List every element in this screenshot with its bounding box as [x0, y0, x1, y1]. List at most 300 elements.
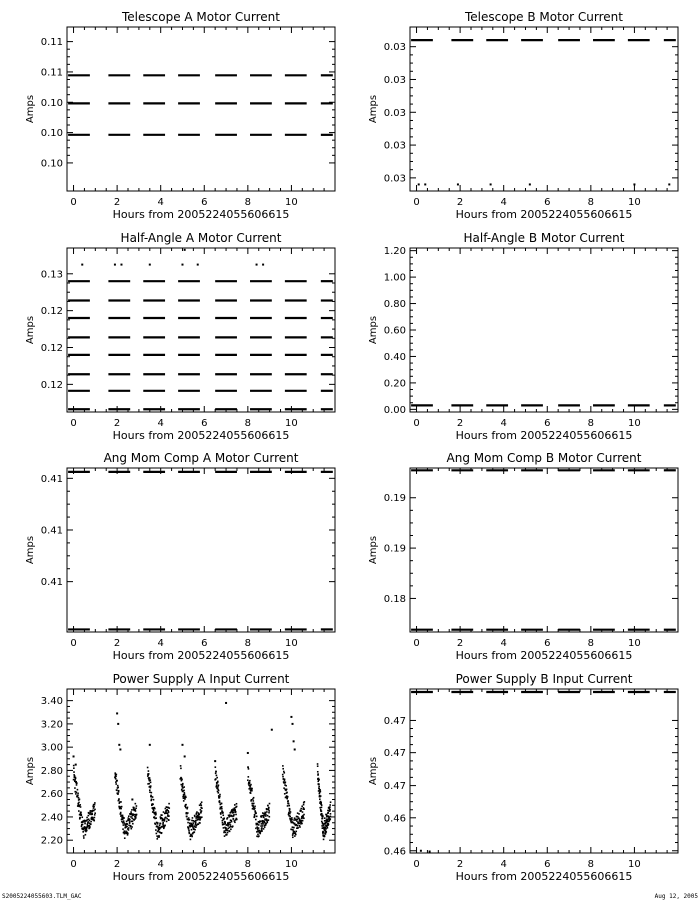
data-point	[120, 812, 122, 814]
data-point	[155, 823, 157, 825]
data-point	[83, 837, 85, 839]
y-tick-label: 0.12	[40, 306, 63, 318]
data-point	[267, 815, 269, 817]
data-point	[321, 825, 323, 827]
data-point	[115, 778, 117, 780]
data-point	[268, 807, 270, 809]
x-tick-label: 2	[456, 859, 464, 870]
data-point	[183, 800, 185, 802]
data-point	[222, 820, 224, 822]
x-tick-label: 6	[201, 859, 208, 870]
data-point	[490, 183, 492, 185]
data-point	[161, 814, 163, 816]
chart-8	[368, 672, 678, 883]
x-tick-label: 6	[544, 859, 551, 870]
x-tick-label: 10	[285, 859, 298, 870]
data-point	[325, 823, 327, 825]
y-axis-label: Amps	[25, 315, 36, 345]
y-tick-label: 0.13	[40, 269, 63, 281]
data-point	[292, 836, 294, 838]
data-point	[249, 788, 251, 790]
data-point	[219, 794, 221, 796]
data-point	[124, 837, 126, 839]
data-point	[85, 834, 87, 836]
data-point	[82, 831, 84, 833]
data-point	[263, 828, 265, 830]
x-tick-label: 8	[587, 638, 595, 649]
data-point	[258, 824, 260, 826]
data-point	[247, 779, 249, 781]
data-point	[319, 789, 321, 791]
data-point	[218, 790, 220, 792]
chart-title: Power Supply B Input Current	[455, 672, 633, 686]
data-point	[330, 813, 332, 815]
data-point	[300, 810, 302, 812]
data-point	[266, 822, 268, 824]
data-point	[123, 817, 125, 819]
data-point	[77, 789, 79, 791]
x-tick-label: 2	[456, 197, 464, 208]
data-point	[301, 805, 303, 807]
data-point	[268, 810, 270, 812]
data-point	[168, 811, 170, 813]
data-point	[168, 819, 170, 821]
data-point	[80, 812, 82, 814]
data-point	[327, 827, 329, 829]
data-point	[155, 817, 157, 819]
data-point	[290, 811, 292, 813]
data-point	[84, 823, 86, 825]
data-point	[155, 812, 157, 814]
data-point	[214, 760, 216, 762]
chart-title: Telescope A Motor Current	[122, 10, 280, 24]
data-point	[135, 810, 137, 812]
x-tick-label: 2	[456, 418, 464, 429]
data-point	[249, 780, 251, 782]
data-point	[130, 811, 132, 813]
data-point	[190, 839, 192, 841]
x-tick-label: 8	[587, 859, 595, 870]
data-point	[126, 821, 128, 823]
data-point	[81, 825, 83, 827]
data-point	[129, 821, 131, 823]
data-point	[122, 828, 124, 830]
data-point	[257, 829, 259, 831]
data-point	[251, 803, 253, 805]
data-point	[232, 810, 234, 812]
data-point	[160, 823, 162, 825]
data-point	[197, 264, 199, 266]
data-point	[94, 804, 96, 806]
data-point	[322, 818, 324, 820]
data-point	[135, 807, 137, 809]
data-point	[328, 824, 330, 826]
data-point	[81, 814, 83, 816]
data-point	[195, 823, 197, 825]
data-point	[183, 790, 185, 792]
data-point	[200, 803, 202, 805]
data-point	[74, 787, 76, 789]
plot-frame	[410, 468, 678, 632]
data-point	[120, 808, 122, 810]
data-point	[161, 832, 163, 834]
y-tick-label: 0.47	[383, 781, 406, 793]
y-tick-label: 3.40	[40, 696, 63, 708]
data-point	[302, 811, 304, 813]
data-point	[156, 833, 158, 835]
x-tick-label: 10	[628, 418, 641, 429]
x-axis-label: Hours from 2005224055606615	[112, 429, 290, 442]
x-axis-label: Hours from 2005224055606615	[455, 208, 633, 221]
data-point	[163, 827, 165, 829]
data-point	[429, 851, 431, 853]
data-point	[188, 830, 190, 832]
chart-2	[368, 10, 678, 221]
x-tick-label: 4	[500, 859, 507, 870]
x-tick-label: 8	[244, 638, 252, 649]
data-point	[148, 783, 150, 785]
data-point	[194, 816, 196, 818]
data-point	[126, 823, 128, 825]
data-point	[198, 823, 200, 825]
y-tick-label: 0.03	[383, 173, 406, 185]
data-point	[149, 264, 151, 266]
data-point	[234, 821, 236, 823]
data-point	[128, 825, 130, 827]
data-point	[268, 819, 270, 821]
data-point	[81, 816, 83, 818]
data-point	[327, 812, 329, 814]
data-point	[219, 796, 221, 798]
data-point	[263, 820, 265, 822]
data-point	[233, 812, 235, 814]
data-point	[215, 773, 217, 775]
data-point	[181, 744, 183, 746]
data-point	[126, 826, 128, 828]
data-point	[330, 816, 332, 818]
data-point	[127, 833, 129, 835]
x-tick-label: 4	[157, 638, 164, 649]
y-tick-label: 0.41	[40, 525, 63, 537]
data-point	[303, 817, 305, 819]
data-point	[232, 825, 234, 827]
chart-3	[25, 231, 335, 442]
chart-5	[25, 451, 335, 662]
data-point	[93, 806, 95, 808]
data-point	[227, 830, 229, 832]
x-tick-label: 6	[544, 418, 551, 429]
chart-title: Half-Angle A Motor Current	[120, 231, 282, 245]
data-point	[115, 776, 117, 778]
x-tick-label: 8	[587, 197, 595, 208]
data-point	[326, 814, 328, 816]
data-point	[226, 834, 228, 836]
data-point	[215, 778, 217, 780]
data-point	[255, 819, 257, 821]
data-point	[118, 744, 120, 746]
data-point	[121, 806, 123, 808]
y-tick-label: 1.20	[383, 246, 406, 258]
data-point	[93, 820, 95, 822]
data-point	[284, 793, 286, 795]
data-point	[128, 827, 130, 829]
data-point	[192, 822, 194, 824]
data-point	[295, 831, 297, 833]
data-point	[297, 825, 299, 827]
x-axis-label: Hours from 2005224055606615	[455, 429, 633, 442]
x-tick-label: 2	[456, 638, 464, 649]
data-point	[264, 826, 266, 828]
data-point	[184, 249, 186, 251]
footer-left-label: S2005224055603.TLM_GAC	[2, 893, 82, 900]
data-point	[201, 801, 203, 803]
data-point	[457, 183, 459, 185]
x-axis-label: Hours from 2005224055606615	[455, 649, 633, 662]
data-point	[297, 812, 299, 814]
y-tick-label: 0.00	[383, 404, 406, 416]
data-point	[249, 782, 251, 784]
x-axis-label: Hours from 2005224055606615	[455, 870, 633, 883]
data-point	[289, 808, 291, 810]
data-point	[78, 802, 80, 804]
charts-grid	[25, 10, 678, 883]
data-point	[86, 830, 88, 832]
data-point	[321, 807, 323, 809]
data-point	[148, 773, 150, 775]
data-point	[119, 748, 121, 750]
data-point	[292, 723, 294, 725]
data-point	[292, 829, 294, 831]
data-point	[256, 264, 258, 266]
data-point	[291, 817, 293, 819]
data-point	[297, 816, 299, 818]
data-point	[133, 807, 135, 809]
data-point	[260, 821, 262, 823]
data-point	[181, 779, 183, 781]
data-point	[221, 806, 223, 808]
data-point	[131, 798, 133, 800]
data-point	[73, 755, 75, 757]
x-tick-label: 4	[500, 638, 507, 649]
data-point	[252, 800, 254, 802]
data-point	[219, 802, 221, 804]
data-point	[269, 803, 271, 805]
data-point	[257, 834, 259, 836]
plot-frame	[410, 689, 678, 853]
data-point	[118, 798, 120, 800]
data-point	[185, 804, 187, 806]
plot-frame	[410, 27, 678, 191]
data-point	[329, 818, 331, 820]
y-tick-label: 0.12	[40, 343, 63, 355]
data-point	[192, 817, 194, 819]
data-point	[89, 826, 91, 828]
data-point	[317, 765, 319, 767]
data-point	[180, 768, 182, 770]
data-point	[229, 822, 231, 824]
x-tick-label: 8	[244, 418, 252, 429]
x-tick-label: 0	[413, 197, 420, 208]
data-point	[287, 800, 289, 802]
data-point	[230, 826, 232, 828]
data-point	[196, 811, 198, 813]
data-point	[188, 817, 190, 819]
data-point	[289, 813, 291, 815]
data-point	[288, 803, 290, 805]
data-point	[199, 822, 201, 824]
data-point	[154, 808, 156, 810]
data-point	[285, 785, 287, 787]
data-point	[259, 832, 261, 834]
data-point	[254, 808, 256, 810]
data-point	[150, 787, 152, 789]
data-point	[294, 835, 296, 837]
data-point	[292, 834, 294, 836]
data-point	[321, 804, 323, 806]
data-point	[188, 828, 190, 830]
data-point	[258, 835, 260, 837]
data-point	[233, 818, 235, 820]
x-tick-label: 4	[157, 197, 164, 208]
data-point	[262, 825, 264, 827]
x-tick-label: 0	[70, 197, 77, 208]
data-point	[284, 779, 286, 781]
data-point	[94, 812, 96, 814]
data-point	[235, 814, 237, 816]
data-point	[75, 778, 77, 780]
chart-title: Ang Mom Comp A Motor Current	[103, 451, 299, 465]
data-point	[187, 822, 189, 824]
data-point	[250, 784, 252, 786]
data-point	[282, 765, 284, 767]
y-tick-label: 0.60	[383, 325, 406, 337]
data-point	[191, 836, 193, 838]
data-point	[73, 767, 75, 769]
data-point	[186, 816, 188, 818]
data-point	[253, 797, 255, 799]
data-point	[185, 807, 187, 809]
data-point	[130, 828, 132, 830]
data-point	[149, 779, 151, 781]
data-point	[225, 831, 227, 833]
data-point	[195, 820, 197, 822]
x-tick-label: 0	[70, 638, 77, 649]
data-point	[219, 800, 221, 802]
data-point	[261, 830, 263, 832]
x-tick-label: 4	[500, 418, 507, 429]
data-point	[90, 821, 92, 823]
data-point	[215, 766, 217, 768]
data-point	[201, 810, 203, 812]
y-tick-label: 0.12	[40, 379, 63, 391]
data-point	[329, 804, 331, 806]
data-point	[117, 723, 119, 725]
data-point	[184, 798, 186, 800]
data-point	[268, 812, 270, 814]
data-point	[320, 795, 322, 797]
y-tick-label: 0.20	[383, 378, 406, 390]
data-point	[322, 833, 324, 835]
data-point	[303, 804, 305, 806]
data-point	[123, 830, 125, 832]
data-point	[181, 789, 183, 791]
data-point	[230, 828, 232, 830]
y-tick-label: 3.00	[40, 742, 63, 754]
y-tick-label: 0.11	[40, 37, 63, 49]
data-point	[152, 804, 154, 806]
data-point	[116, 774, 118, 776]
data-point	[287, 805, 289, 807]
data-point	[192, 824, 194, 826]
x-tick-label: 10	[628, 638, 641, 649]
data-point	[216, 775, 218, 777]
data-point	[79, 799, 81, 801]
data-point	[166, 818, 168, 820]
plot-frame	[67, 248, 335, 412]
data-point	[86, 817, 88, 819]
data-point	[223, 832, 225, 834]
data-point	[116, 780, 118, 782]
data-point	[189, 819, 191, 821]
data-point	[152, 796, 154, 798]
data-point	[235, 811, 237, 813]
data-point	[301, 823, 303, 825]
data-point	[287, 796, 289, 798]
data-point	[180, 765, 182, 767]
chart-title: Ang Mom Comp B Motor Current	[446, 451, 642, 465]
data-point	[75, 764, 77, 766]
data-point	[329, 809, 331, 811]
data-point	[236, 803, 238, 805]
data-point	[298, 823, 300, 825]
data-point	[117, 785, 119, 787]
data-point	[198, 814, 200, 816]
data-point	[633, 183, 635, 185]
data-point	[285, 781, 287, 783]
data-point	[300, 808, 302, 810]
x-tick-label: 10	[285, 418, 298, 429]
data-point	[295, 834, 297, 836]
data-point	[220, 817, 222, 819]
data-point	[267, 805, 269, 807]
data-point	[78, 810, 80, 812]
data-point	[150, 782, 152, 784]
data-point	[228, 824, 230, 826]
data-point	[254, 815, 256, 817]
data-point	[269, 816, 271, 818]
data-point	[77, 792, 79, 794]
data-point	[81, 264, 83, 266]
data-point	[128, 829, 130, 831]
data-point	[325, 831, 327, 833]
data-point	[149, 791, 151, 793]
x-tick-label: 6	[201, 197, 208, 208]
data-point	[123, 820, 125, 822]
data-point	[293, 819, 295, 821]
data-point	[94, 814, 96, 816]
data-point	[262, 820, 264, 822]
data-point	[303, 808, 305, 810]
data-point	[253, 803, 255, 805]
y-tick-label: 0.10	[40, 158, 63, 170]
data-point	[132, 820, 134, 822]
data-point	[164, 825, 166, 827]
data-point	[181, 264, 183, 266]
data-point	[77, 794, 79, 796]
data-point	[231, 821, 233, 823]
data-point	[201, 807, 203, 809]
y-tick-label: 0.47	[383, 748, 406, 760]
